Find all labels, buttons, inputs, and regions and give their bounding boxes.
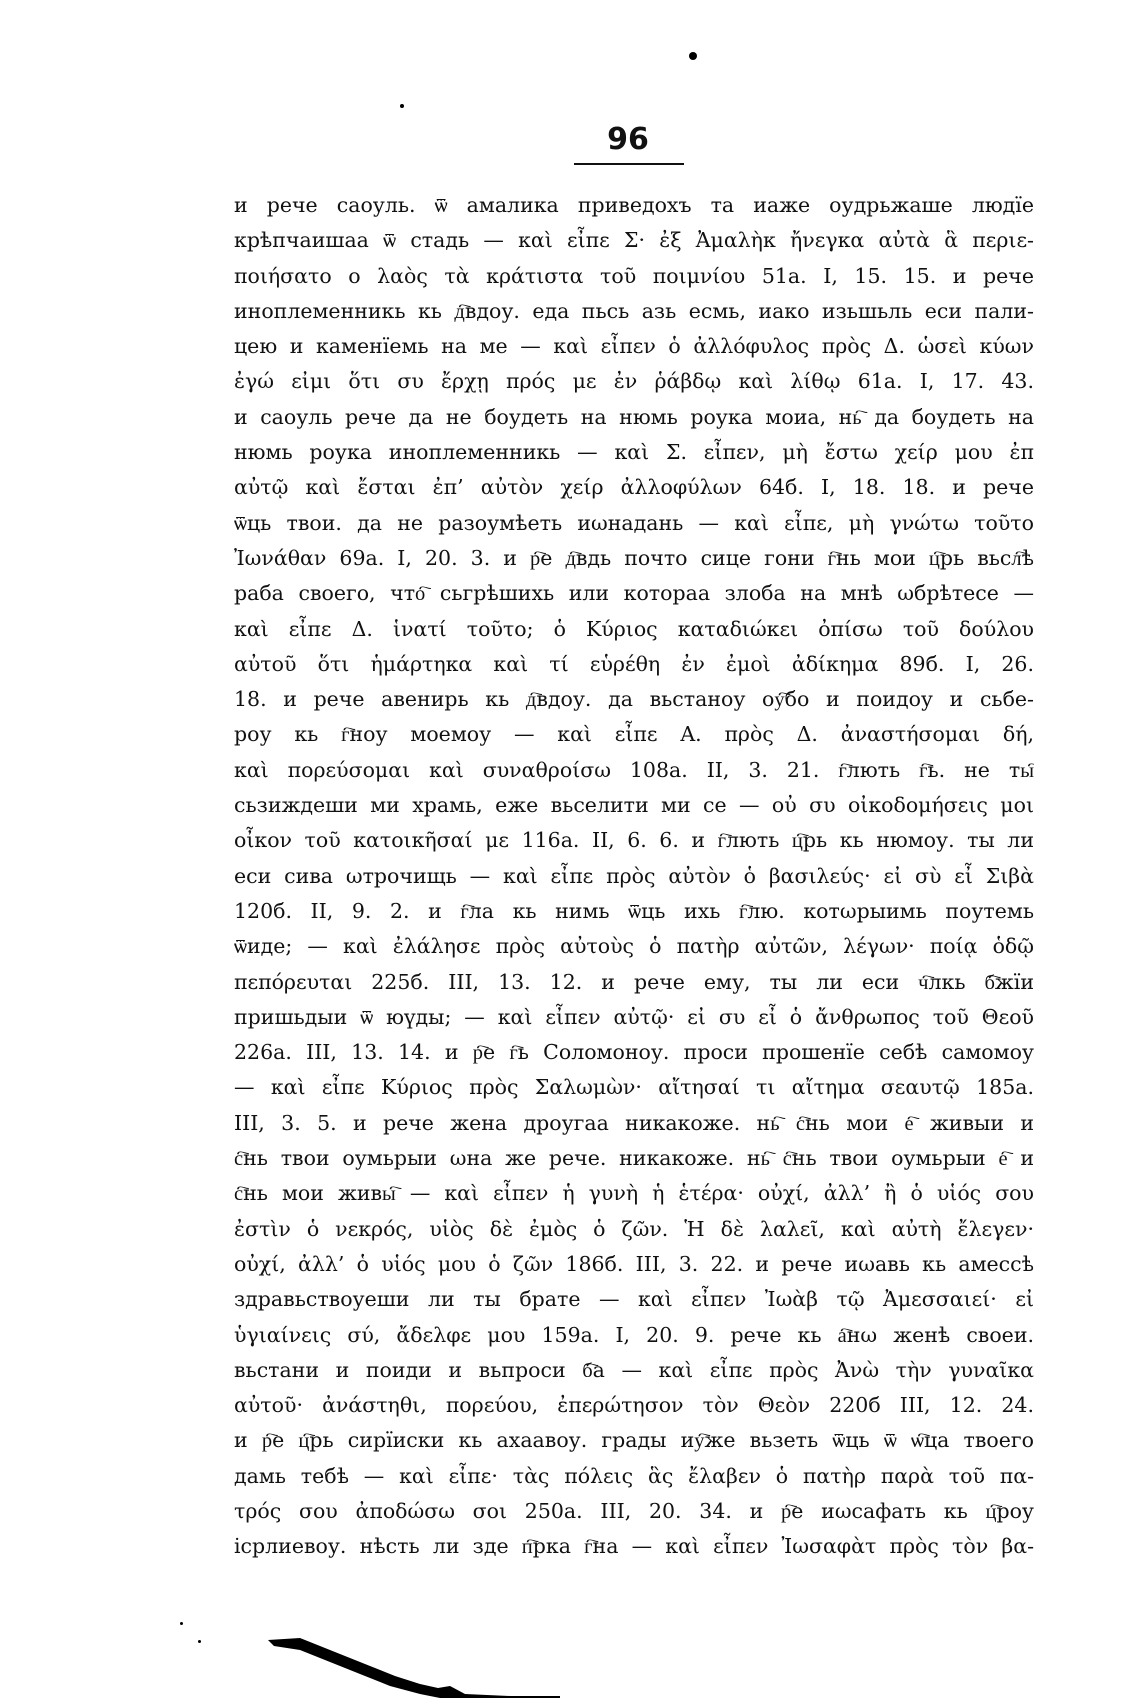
text-line: здравьствоуеши ли ты брате — καὶ εἶπεν Ἰωὰβ τῷ Ἀμεσσαιεί· εἰ <box>234 1287 1034 1312</box>
text-line: сьзиждеши ми храмь, еже вьселити ми се — οὐ συ οἰκοδομήσεις μοι <box>234 793 1034 818</box>
text-line: ἐγώ εἰμι ὅτι συ ἔρχῃ πρός με ἐν ῥάβδῳ καὶ λίθῳ 61a. I, 17. 43. <box>234 369 1034 394</box>
page-number-rule <box>574 163 684 165</box>
text-line: 226a. III, 13. 14. и р҇е г҇ь Соломоноу. проси прошенїе себѣ самомоу <box>234 1040 1034 1065</box>
text-line: αὐτοῦ ὅτι ἡμάρτηκα καὶ τί εὑρέθη ἐν ἐμοὶ ἀδίκημα 89б. I, 26. <box>234 651 1034 676</box>
text-line: ἐστὶν ὁ νεκρός, υἱὸς δὲ ἐμὸς ὁ ζῶν. Ἡ δὲ λαλεῖ, καὶ αὐτὴ ἔλεγεν· <box>234 1216 1034 1241</box>
text-line: 120б. II, 9. 2. и г҇ла кь нимь ѿць ихь г҇лю. котωрыимь поутемь <box>234 898 1034 923</box>
text-line: с҇нь твои оумьрыи ωна же рече. никакоже. нь҇ с҇нь твои оумьрыи е҇ и <box>234 1146 1034 1171</box>
text-line: и саоуль рече да не боудеть на нюмь роука моиа, нь҇ да боудеть на <box>234 404 1034 429</box>
page-number: 96 <box>607 122 649 157</box>
ink-speck <box>180 1622 183 1625</box>
ink-speck <box>400 104 404 108</box>
ink-speck <box>198 1640 201 1643</box>
text-line: нюмь роука иноплеменникь — καὶ Σ. εἶπεν, μὴ ἔστω χείρ μου ἐπ <box>234 440 1034 465</box>
text-line: καὶ πορεύσομαι καὶ συναθροίσω 108a. II, 3. 21. г҇лють г҇ь. не ты҇ <box>234 757 1034 782</box>
text-line: крѣпчаишаа ѿ стадь — καὶ εἶπε Σ· ἐξ Ἀμαλὴκ ἤνεγκα αὐτὰ ἃ περιε- <box>234 228 1034 253</box>
text-line: вьстани и поиди и вьпроси б҇а — καὶ εἶπε πρὸς Ἀνὼ τὴν γυναῖκα <box>234 1357 1034 1382</box>
text-line: ѿць твои. да не разоумѣеть иωнадань — καὶ εἶπε, μὴ γνώτω τοῦτο <box>234 510 1034 535</box>
text-line: αὐτοῦ· ἀνάστηθι, πορεύου, ἐπερώτησον τὸν Θεὸν 220б III, 12. 24. <box>234 1393 1034 1418</box>
text-line: и рече саоуль. ѿ амалика приведохъ та иаже оудрьжаше людїе <box>234 193 1034 217</box>
text-line: οὐχί, ἀλλ’ ὁ υἱός μου ὁ ζῶν 186б. III, 3. 22. и рече иωавь кь амессѣ <box>234 1251 1034 1276</box>
text-line: — καὶ εἶπε Κύριος πρὸς Σαλωμὼν· αἴτησαί τι αἴτημα σεαυτῷ 185a. <box>234 1075 1034 1100</box>
text-line: ісрлиевоу. нѣсть ли зде п҇рка г҇нa — καὶ εἶπεν Ἰωσαφὰτ πρὸς τὸν βα- <box>234 1534 1034 1559</box>
text-line: роу кь г҇ноу моемоу — καὶ εἶπε Α. πρὸς Δ. ἀναστήσομαι δή, <box>234 722 1034 747</box>
text-line: и р҇е ц҇рь сирїиски кь ахаавоу. грады иу҇же вьзеть ѿць ѿ ѡ҇ца твоего <box>234 1428 1034 1453</box>
body-text <box>234 188 1034 1565</box>
text-line: ѿиде; — καὶ ἐλάλησε πρὸς αὐτοὺς ὁ πατὴρ αὐτῶν, λέγων· ποίᾳ ὁδῷ <box>234 934 1034 959</box>
text-line: 18. и рече авенирь кь д҇вдоу. да вьстаноу оу҇бо и поидоу и сьбе- <box>234 687 1034 712</box>
text-line: пришьдыи ѿ юүды; — καὶ εἶπεν αὐτῷ· εἰ συ εἶ ὁ ἄνθρωπος τοῦ Θεοῦ <box>234 1004 1034 1029</box>
text-line: с҇нь мои живы҇ — καὶ εἶπεν ἡ γυνὴ ἡ ἑτέρα· οὐχί, ἀλλ’ ἢ ὁ υἱός σου <box>234 1181 1034 1206</box>
text-line: иноплеменникь кь д҇вдоу. еда пьсь азь есмь, иако изьшьль еси пали- <box>234 298 1034 323</box>
text-line: ποιήσατο ο λαὸς τὰ κράτιστα τοῦ ποιμνίου 51a. I, 15. 15. и рече <box>234 263 1034 288</box>
text-line: τρός σου ἀποδώσω σοι 250a. III, 20. 34. и р҇е иωсафать кь ц҇роу <box>234 1498 1034 1523</box>
text-line: αὐτῷ καὶ ἔσται ἐπ’ αὐτὸν χείρ ἀλλοφύλων 64б. I, 18. 18. и рече <box>234 475 1034 500</box>
text-line: еси сива ωтрочищь — καὶ εἶπε πρὸς αὐτὸν ὁ βασιλεύς· εἰ σὺ εἶ Σιβὰ <box>234 863 1034 888</box>
text-line: цею и каменїемь на ме — καὶ εἶπεν ὁ ἀλλόφυλος πρὸς Δ. ὡσεὶ κύων <box>234 334 1034 359</box>
text-line: дамь тебѣ — καὶ εἶπε· τὰς πόλεις ἃς ἔλαβεν ὁ πατὴρ παρὰ τοῦ πα- <box>234 1463 1034 1488</box>
text-line: III, 3. 5. и рече жена дроугаа никакоже. нь҇ с҇нь мои е҇ живыи и <box>234 1110 1034 1135</box>
ink-speck <box>689 52 697 60</box>
text-line: Ἰωνάθαν 69a. I, 20. 3. и р҇е д҇вдь почто сице гони г҇нь мои ц҇рь вьсл҇ѣ <box>234 545 1034 570</box>
text-line: πεπόρευται 225б. III, 13. 12. и рече ему, ты ли еси ч҇лкь б҇жїи <box>234 969 1034 994</box>
text-line: ὑγιαίνεις σύ, ἄδελφε μου 159a. I, 20. 9. рече кь а҇нω женѣ своеи. <box>234 1322 1034 1347</box>
text-line: раба своего, что҇ сьгрѣшихь или котораа злоба на мнѣ ωбрѣтесе — <box>234 581 1034 606</box>
text-line: οἶκον τοῦ κατοικῆσαί με 116a. II, 6. 6. и г҇лють ц҇рь кь нюмоу. ты ли <box>234 828 1034 853</box>
scan-artifact-smudge <box>260 1628 580 1698</box>
text-line: καὶ εἶπε Δ. ἱνατί τοῦτο; ὁ Κύριος καταδιώκει ὀπίσω τοῦ δούλου <box>234 616 1034 641</box>
